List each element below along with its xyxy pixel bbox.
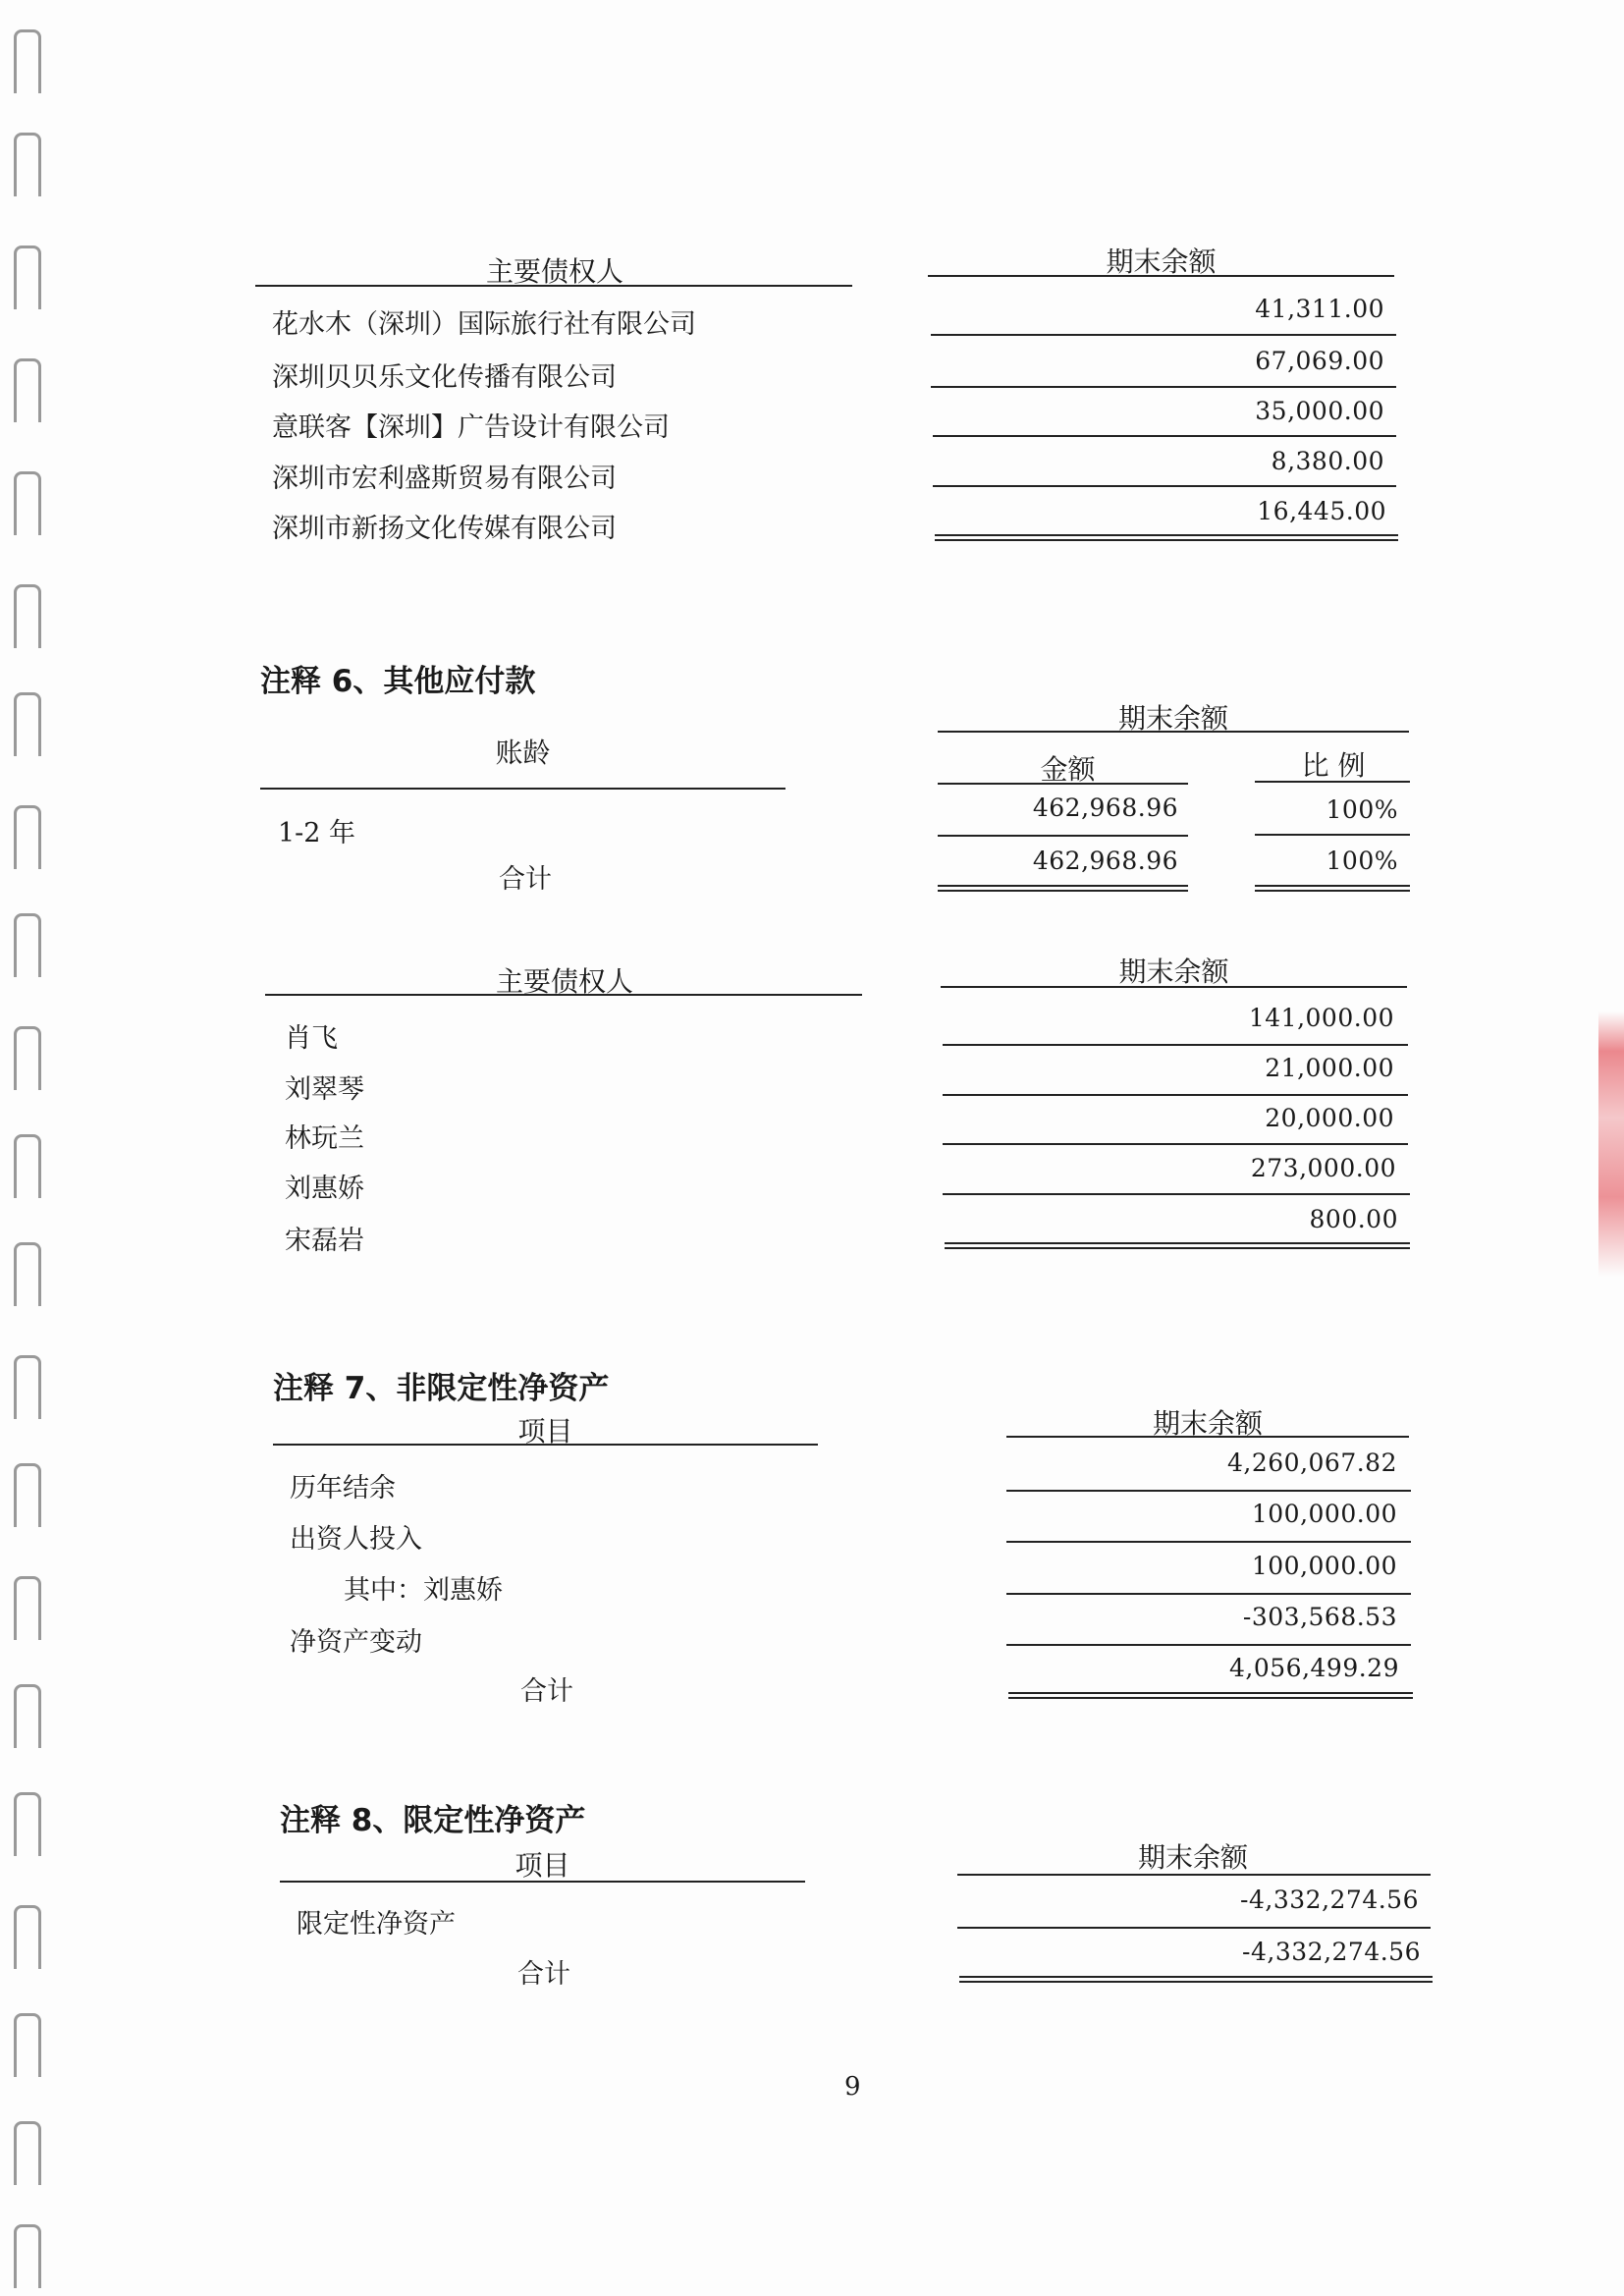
- binder-ring-icon: [14, 246, 41, 309]
- creditor-name: 深圳市新扬文化传媒有限公司: [272, 514, 617, 544]
- creditor-amount: 67,069.00: [1255, 347, 1384, 375]
- binder-ring-icon: [14, 1134, 41, 1198]
- age-label: 1-2 年: [278, 818, 356, 848]
- total-double-rule: [938, 885, 1188, 892]
- header-rule: [1006, 1436, 1409, 1438]
- creditor-name: 刘惠娇: [285, 1174, 364, 1204]
- binder-ring-icon: [14, 133, 41, 196]
- seal-stamp-fragment: [1598, 1011, 1624, 1277]
- total-double-rule: [959, 1976, 1433, 1983]
- binder-ring-icon: [14, 1355, 41, 1419]
- header-rule: [273, 1444, 818, 1446]
- row-rule: [933, 435, 1396, 437]
- binder-ring-icon: [14, 1576, 41, 1640]
- row-rule: [943, 1094, 1408, 1096]
- item-amount: 4,260,067.82: [1227, 1449, 1397, 1477]
- binder-ring-icon: [14, 471, 41, 535]
- row-rule: [957, 1927, 1431, 1929]
- column-header-balance: 期末余额: [1118, 956, 1229, 988]
- item-label: 净资产变动: [290, 1627, 422, 1658]
- header-rule: [280, 1881, 805, 1883]
- total-label: 合计: [517, 1959, 570, 1990]
- creditor-amount: 20,000.00: [1265, 1104, 1394, 1132]
- item-amount: -4,332,274.56: [1240, 1886, 1419, 1914]
- column-header-creditor: 主要债权人: [495, 965, 633, 998]
- binder-ring-icon: [14, 2013, 41, 2077]
- header-rule: [938, 783, 1188, 785]
- total-double-rule: [935, 534, 1398, 541]
- row-rule: [933, 485, 1396, 487]
- item-label: 历年结余: [290, 1473, 396, 1503]
- column-header-balance: 期末余额: [1117, 702, 1228, 735]
- column-header-amount: 金额: [1040, 753, 1096, 786]
- creditor-name: 林玩兰: [285, 1123, 364, 1154]
- total-double-rule: [945, 1242, 1410, 1249]
- binder-ring-icon: [14, 1684, 41, 1748]
- section-title: 注释 6、其他应付款: [260, 664, 536, 699]
- creditor-amount: 41,311.00: [1255, 295, 1384, 323]
- creditor-amount: 21,000.00: [1265, 1054, 1394, 1082]
- column-header-item: 项目: [517, 1415, 573, 1448]
- binder-ring-icon: [14, 1905, 41, 1969]
- header-rule: [265, 994, 862, 996]
- creditor-amount: 800.00: [1309, 1205, 1398, 1233]
- creditor-name: 宋磊岩: [285, 1226, 364, 1256]
- total-label: 合计: [520, 1676, 573, 1707]
- row-rule: [1255, 834, 1410, 836]
- row-rule: [943, 1143, 1408, 1145]
- binder-ring-icon: [14, 805, 41, 869]
- binder-ring-icon: [14, 2121, 41, 2185]
- row-rule: [1006, 1593, 1411, 1595]
- item-amount: 100,000.00: [1251, 1500, 1397, 1528]
- binder-ring-icon: [14, 358, 41, 422]
- binder-ring-icon: [14, 2224, 41, 2288]
- column-header-balance: 期末余额: [1106, 246, 1217, 278]
- creditor-amount: 8,380.00: [1271, 447, 1384, 475]
- column-header-ratio: 比 例: [1301, 749, 1366, 782]
- binder-ring-icon: [14, 1242, 41, 1306]
- item-amount: -303,568.53: [1242, 1603, 1397, 1631]
- row-rule: [1006, 1644, 1411, 1646]
- item-label: 出资人投入: [290, 1524, 422, 1555]
- total-amount: 4,056,499.29: [1229, 1654, 1399, 1682]
- column-header-item: 项目: [514, 1849, 570, 1882]
- row-rule: [943, 1193, 1410, 1195]
- header-rule: [260, 788, 785, 790]
- age-amount: 462,968.96: [1032, 793, 1178, 822]
- binder-ring-icon: [14, 584, 41, 648]
- total-label: 合计: [499, 864, 552, 895]
- item-amount: 100,000.00: [1251, 1552, 1397, 1580]
- total-double-rule: [1255, 885, 1410, 892]
- section-title: 注释 7、非限定性净资产: [273, 1371, 610, 1406]
- binder-ring-icon: [14, 1463, 41, 1527]
- creditor-name: 意联客【深圳】广告设计有限公司: [272, 412, 670, 443]
- creditor-name: 肖飞: [285, 1023, 338, 1054]
- header-rule: [938, 731, 1409, 733]
- item-label: 限定性净资产: [297, 1909, 456, 1940]
- creditor-name: 花水木（深圳）国际旅行社有限公司: [272, 309, 696, 340]
- row-rule: [1006, 1541, 1411, 1543]
- binder-ring-icon: [14, 913, 41, 977]
- creditor-name: 深圳市宏利盛斯贸易有限公司: [272, 464, 617, 494]
- row-rule: [931, 334, 1396, 336]
- binder-ring-icon: [14, 1792, 41, 1856]
- creditor-amount: 35,000.00: [1255, 397, 1384, 425]
- age-ratio: 100%: [1326, 795, 1398, 824]
- column-header-creditor: 主要债权人: [485, 255, 623, 288]
- header-rule: [941, 986, 1407, 988]
- header-rule: [928, 275, 1394, 277]
- creditor-amount: 273,000.00: [1250, 1154, 1396, 1182]
- column-header-age: 账龄: [495, 737, 551, 769]
- creditor-amount: 16,445.00: [1257, 497, 1386, 525]
- header-rule: [1255, 781, 1410, 783]
- row-rule: [938, 835, 1188, 837]
- total-amount: -4,332,274.56: [1242, 1938, 1421, 1966]
- row-rule: [1006, 1490, 1411, 1492]
- section-title: 注释 8、限定性净资产: [280, 1803, 586, 1838]
- row-rule: [943, 1044, 1408, 1046]
- row-rule: [931, 386, 1396, 388]
- item-label: 其中：刘惠娇: [344, 1575, 503, 1606]
- creditor-name: 刘翠琴: [285, 1074, 364, 1105]
- creditor-amount: 141,000.00: [1248, 1004, 1394, 1032]
- binder-ring-icon: [14, 29, 41, 93]
- total-amount: 462,968.96: [1032, 847, 1178, 875]
- header-rule: [255, 285, 852, 287]
- page-number: 9: [844, 2072, 861, 2102]
- creditor-name: 深圳贝贝乐文化传播有限公司: [272, 362, 617, 393]
- column-header-balance: 期末余额: [1137, 1841, 1248, 1874]
- total-ratio: 100%: [1326, 847, 1398, 875]
- binder-ring-icon: [14, 692, 41, 756]
- column-header-balance: 期末余额: [1152, 1407, 1263, 1440]
- binder-ring-icon: [14, 1026, 41, 1090]
- total-double-rule: [1008, 1692, 1413, 1699]
- header-rule: [957, 1874, 1431, 1876]
